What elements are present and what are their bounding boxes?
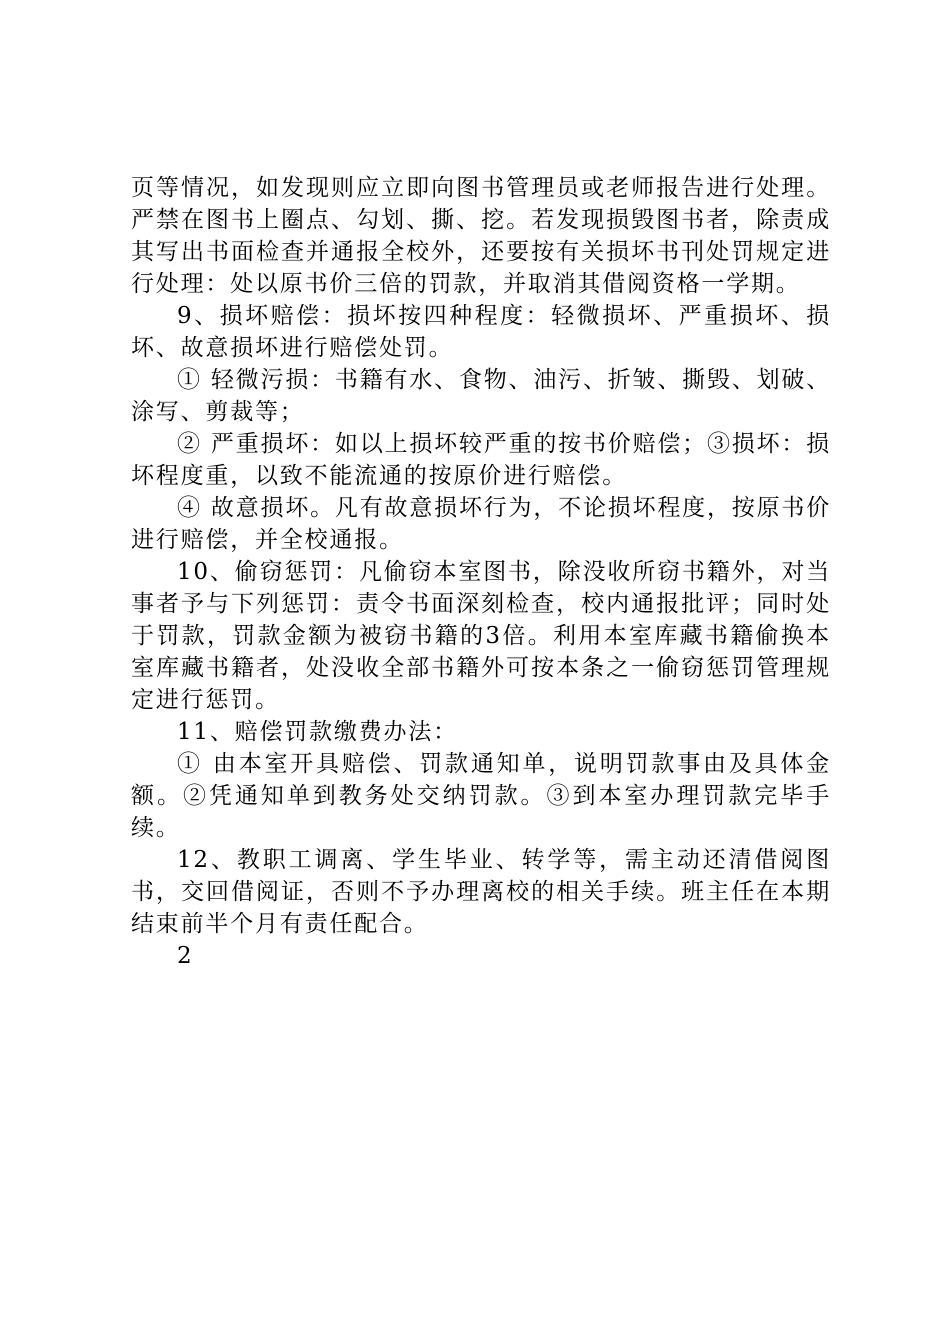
paragraph-item-11: 11、赔偿罚款缴费办法： [177,719,458,745]
paragraph-item-12: 12、教职工调离、学生毕业、转学等，需主动还清借阅图书，交回借阅证，否则不予办理离校的相关手续。班主任在本期结束前半个月有责任配合。 [131,847,831,937]
paragraph-subitem-4: ④ 故意损坏。凡有故意损坏行为，不论损坏程度，按原书价进行赔偿，并全校通报。 [131,495,831,553]
page-number: 2 [177,943,194,969]
paragraph-payment-steps: ① 由本室开具赔偿、罚款通知单，说明罚款事由及具体金额。②凭通知单到教务处交纳罚款。③到本室办理罚款完毕手续。 [131,751,831,841]
paragraph-item-10: 10、偷窃惩罚：凡偷窃本室图书，除没收所窃书籍外，对当事者予与下列惩罚：责令书面深刻检查，校内通报批评；同时处于罚款，罚款金额为被窃书籍的3倍。利用本室库藏书籍偷换本室库藏书籍者，处没收全部书籍外可按本条之一偷窃惩罚管理规定进行惩罚。 [131,559,831,713]
paragraph-subitem-1: ① 轻微污损：书籍有水、食物、油污、折皱、撕毁、划破、涂写、剪裁等； [131,367,831,425]
paragraph-continuation: 页等情况，如发现则应立即向图书管理员或老师报告进行处理。严禁在图书上圈点、勾划、撕、挖。若发现损毁图书者，除责成其写出书面检查并通报全校外，还要按有关损坏书刊处罚规定进行处理：处以原书价三倍的罚款，并取消其借阅资格一学期。 [131,175,831,297]
document-body [131,172,831,972]
paragraph-item-9: 9、损坏赔偿：损坏按四种程度：轻微损坏、严重损坏、损坏、故意损坏进行赔偿处罚。 [131,303,831,361]
paragraph-subitem-2-3: ② 严重损坏：如以上损坏较严重的按书价赔偿；③损坏：损坏程度重，以致不能流通的按原价进行赔偿。 [131,431,831,489]
